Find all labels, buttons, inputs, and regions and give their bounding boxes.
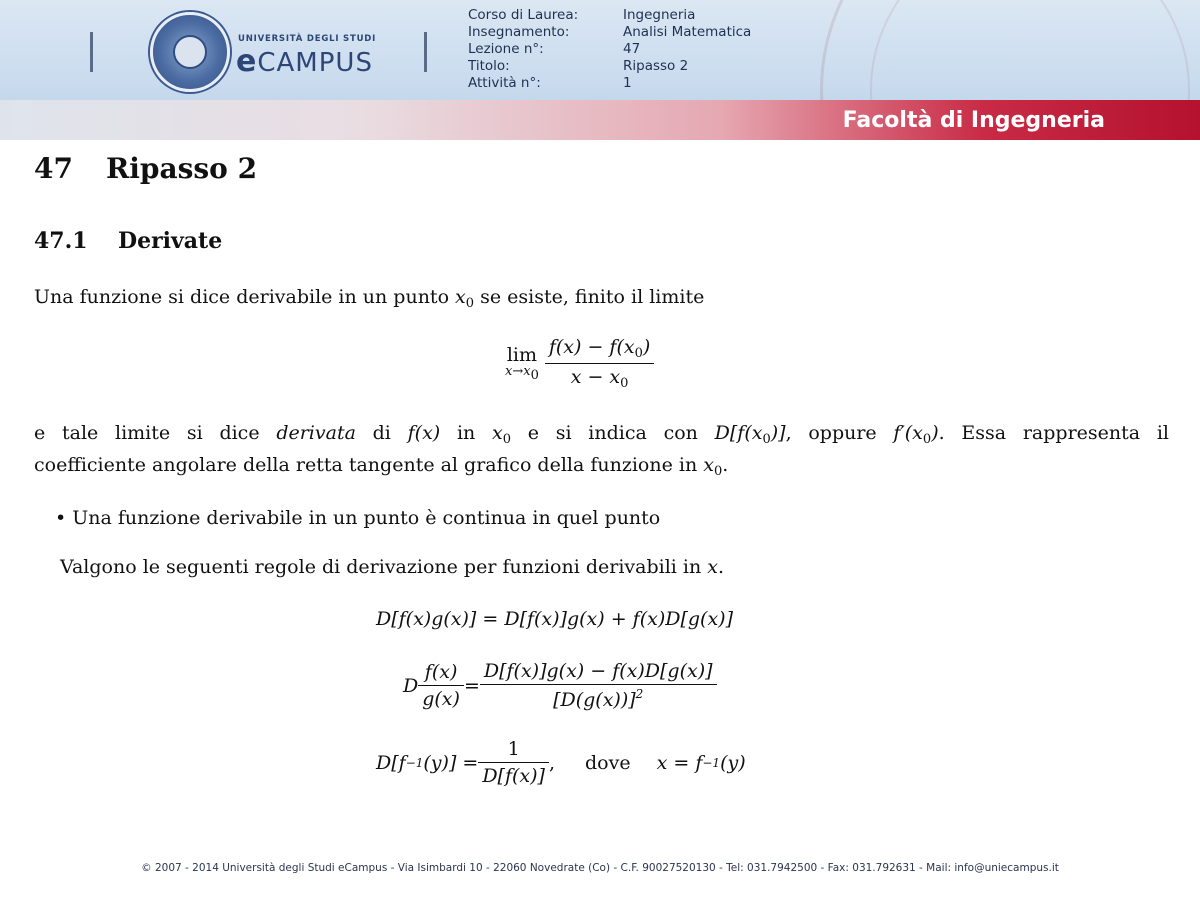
paragraph-rules: Valgono le seguenti regole di derivazione per funzioni derivabili in x.: [60, 556, 725, 578]
footer-copyright: © 2007 - 2014 Università degli Studi eCampus - Via Isimbardi 10 - 22060 Novedrate (Co) - C.F. 90027520130 - Tel: 031.7942500 - Fax: 031.792631 - Mail: info@uniecampus.it: [141, 862, 1059, 874]
subsection-number: 47.1: [34, 228, 88, 254]
limit-formula: [505, 336, 654, 391]
course-info-row: Titolo: Ripasso 2: [468, 58, 689, 74]
logo-subtitle: UNIVERSITÀ DEGLI STUDI: [238, 34, 377, 44]
bullet-item: • Una funzione derivabile in un punto è continua in quel punto: [55, 507, 661, 529]
inverse-function-formula: D[f −1 (y)] = $\frac{1}{D[f(x)]}$ , dove x = f −1 (y): [376, 738, 746, 787]
divider: [424, 32, 427, 72]
paragraph-derivative: e tale limite si dice derivata di f(x) in $x_0$ e si indica con $D[f(x_0)]$, oppure $f'(x_0)$. Essa rappresenta il: [34, 422, 1169, 447]
paragraph-definition: Una funzione si dice derivabile in un punto $x_0$ se esiste, finito il limite: [34, 286, 705, 311]
course-info-row: Attività n°: 1: [468, 75, 632, 91]
university-seal-icon: [150, 12, 230, 92]
subsection-title: Derivate: [118, 228, 223, 254]
course-info-row: Corso di Laurea: Ingegneria: [468, 7, 696, 23]
paragraph-derivative-cont: coefficiente angolare della retta tangente al grafico della funzione in $x_0$.: [34, 454, 729, 479]
course-info: [468, 7, 751, 92]
product-rule-formula: D[f(x)g(x)] = D[f(x)]g(x) + f(x)D[g(x)]: [376, 608, 734, 630]
divider: [90, 32, 93, 72]
quotient-lhs: $\frac{f(x)}{g(x)}$: [418, 661, 464, 710]
inverse-fraction: $\frac{1}{D[f(x)]}$: [478, 738, 549, 787]
quotient-rhs: $\frac{D[f(x)]g(x) - f(x)D[g(x)]}{[D(g(x))]^2}$: [480, 660, 717, 711]
header-banner: [0, 0, 1200, 140]
limit-operator: lim x→x0: [505, 343, 539, 383]
section-number: 47: [34, 152, 73, 185]
faculty-name: Facoltà di Ingegneria: [842, 108, 1105, 133]
section-title: Ripasso 2: [106, 152, 258, 185]
quotient-rule-formula: D $\frac{f(x)}{g(x)}$ = $\frac{D[f(x)]g(x) - f(x)D[g(x)]}{[D(g(x))]^2}$: [403, 660, 717, 711]
course-info-row: Insegnamento: Analisi Matematica: [468, 24, 752, 40]
logo-brand: eCAMPUS: [236, 44, 373, 79]
course-info-row: Lezione n°: 47: [468, 41, 641, 57]
difference-quotient: $\frac{f(x) - f(x_0)}{x - x_0}$: [545, 336, 654, 391]
